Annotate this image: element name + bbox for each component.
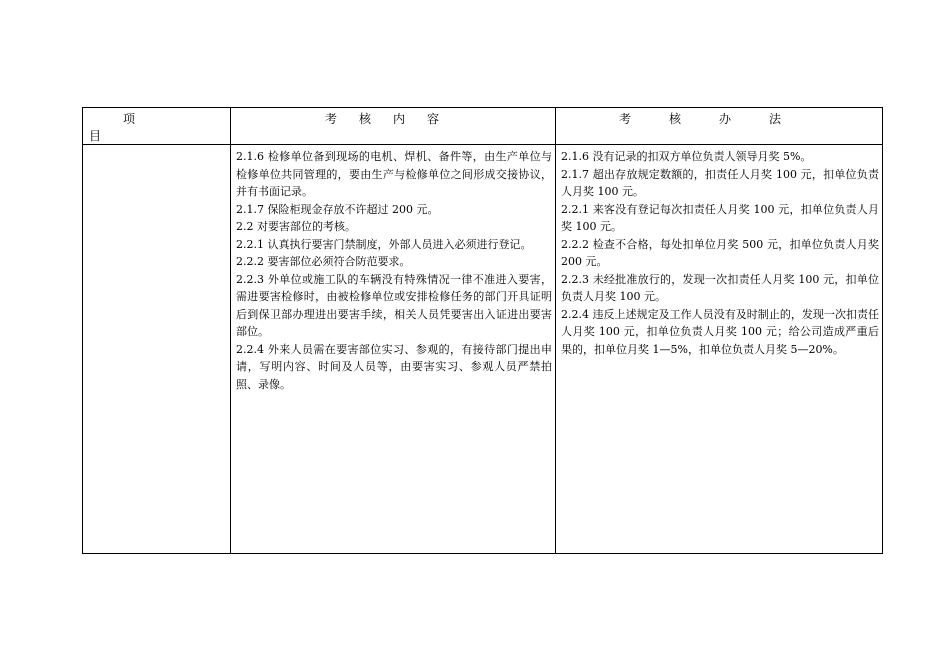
- header-method-label: 考核办法: [618, 112, 819, 126]
- header-cell-method: [556, 108, 883, 145]
- content-item-2-2: 2.2 对要害部位的考核。: [236, 220, 356, 233]
- content-list: [231, 145, 555, 393]
- table-row: [83, 145, 883, 554]
- header-content-label: 考核内容: [324, 112, 461, 126]
- content-item-2-2-2: 2.2.2 要害部位必须符合防范要求。: [236, 255, 411, 268]
- content-item-2-2-1: 2.2.1 认真执行要害门禁制度，外部人员进入必须进行登记。: [236, 237, 532, 251]
- method-item-2-1-7: 2.1.7 超出存放规定数额的，扣责任人月奖 100 元，扣单位负责人月奖 100 元。: [561, 167, 879, 198]
- content-item-2-2-4: 2.2.4 外来人员需在要害部位实习、参观的，有接待部门提出申请，写明内容、时间及人员等，由要害实习、参观人员严禁拍照、录像。: [236, 342, 552, 391]
- header-item-line1: 项: [123, 112, 136, 126]
- method-item-2-2-1: 2.2.1 来客没有登记每次扣责任人月奖 100 元，扣单位负责人月奖 100 元。: [561, 202, 879, 233]
- method-list: [556, 145, 882, 358]
- header-item-line2: 目: [89, 129, 102, 143]
- header-cell-item: [83, 108, 231, 145]
- method-item-2-1-6: 2.1.6 没有记录的扣双方单位负责人领导月奖 5%。: [561, 150, 812, 163]
- method-cell: [556, 145, 883, 554]
- assessment-table: [82, 107, 883, 554]
- content-item-2-1-7: 2.1.7 保险柜现金存放不许超过 200 元。: [236, 202, 439, 216]
- content-cell: [231, 145, 556, 554]
- table-header-row: [83, 108, 883, 145]
- method-item-2-2-2: 2.2.2 检查不合格，每处扣单位月奖 500 元，扣单位负责人月奖 200 元。: [561, 237, 879, 268]
- method-item-2-2-4: 2.2.4 违反上述规定及工作人员没有及时制止的，发现一次扣责任人月奖 100 元，扣单位负责人月奖 100 元；给公司造成严重后果的，扣单位月奖 1—5%，扣单位负责人月奖 5—20%。: [561, 307, 879, 356]
- content-item-2-1-6: 2.1.6 检修单位备到现场的电机、焊机、备件等，由生产单位与检修单位共同管理的，要由生产与检修单位之间形成交接协议，并有书面记录。: [236, 150, 552, 198]
- method-item-2-2-3: 2.2.3 未经批准放行的，发现一次扣责任人月奖 100 元，扣单位负责人月奖 100 元。: [561, 272, 879, 303]
- item-cell: [83, 145, 231, 554]
- header-cell-content: [231, 108, 556, 145]
- content-item-2-2-3: 2.2.3 外单位或施工队的车辆没有特殊情况一律不准进入要害，需进要害检修时，由被检修单位或安排检修任务的部门开具证明后到保卫部办理进出要害手续，相关人员凭要害出入证进出要害部位。: [236, 272, 552, 338]
